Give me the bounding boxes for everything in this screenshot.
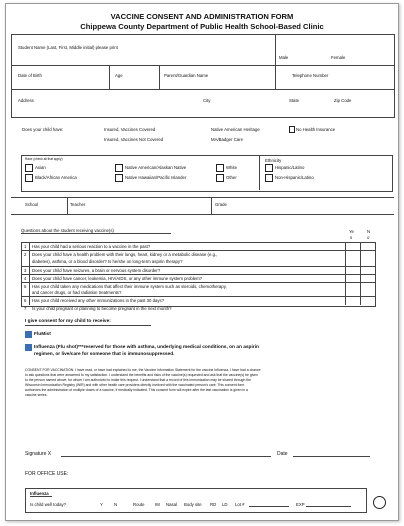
insurance-question: Does your child have: [22,127,64,132]
question-number: 7 [24,306,27,311]
black-checkbox[interactable] [25,174,33,182]
insurance-covered-option[interactable]: Insured, Vaccines Covered [104,127,156,132]
route-label: Route [133,502,145,507]
route-im-option[interactable]: IM [155,502,160,507]
race-label: Race (check all that apply) [25,157,63,161]
date-label: Date [277,451,288,457]
question-text: Does your child have seizures, a brain or nervous system disorder? [32,268,161,273]
hawaiian-option: Native Hawaiian/Pacific Islander [125,175,187,180]
question-text: Does your child have cancer, leukemia, HIV/AIDS, or any other immune system problem? [32,276,203,281]
questions-header: Questions about the student receiving vaccine(s) [21,228,114,233]
dob-label: Date of Birth [18,73,42,78]
hawaiian-checkbox[interactable] [115,174,123,182]
consent-paragraph: to the person named above, for whom I am authorized to make this request. I understand that a record of this immunization may be shared through the [25,378,251,382]
child-well-question: Is child well today? [30,502,67,507]
non-hispanic-checkbox[interactable] [265,174,273,182]
no-insurance-checkbox[interactable] [289,126,295,133]
lot-field[interactable] [249,506,289,507]
white-checkbox[interactable] [216,164,224,172]
office-circle-marker [373,496,386,509]
flumist-option: FluMist [34,332,51,337]
exp-label: EXP [296,502,305,507]
vaccine-consent-form [5,3,399,521]
black-option: Black/African America [35,175,77,180]
date-line[interactable] [293,456,370,457]
insurance-not-covered-option[interactable]: Insured, Vaccines Not Covered [104,137,164,142]
question-text: Has your child received any other immunizations in the past 30 days? [32,298,165,303]
yes-header-2: s [350,235,353,240]
office-use-box [25,488,367,513]
signature-label: Signature X [25,451,52,457]
hispanic-option: Hispanic/Latino [275,165,305,170]
female-option[interactable]: Female [331,55,346,60]
consent-heading: I give consent for my child to receive: [25,319,111,324]
question-number: 4 [24,276,27,281]
influenza-option-note: regimen, or live/care for someone that is immunosuppressed. [34,352,175,357]
form-title: VACCINE CONSENT AND ADMINISTRATION FORM [110,12,294,21]
school-label: School [25,202,39,207]
question-number: 2 [24,252,27,257]
asian-checkbox[interactable] [25,164,33,172]
race-ethnicity-table [21,155,393,192]
influenza-option: Influenza (Flu shot)***reserved for those with asthma, underlying medical conditions, on an aspirin [34,345,259,350]
office-influenza-label: Influenza [30,491,49,496]
badger-care-option[interactable]: MA/Badger Care [211,137,244,142]
address-label: Address [18,98,34,103]
consent-paragraph: to ask questions that were answered to my satisfaction. I understand the benefits and risks of the vaccine(s) requested and ask that the vaccine(s) be given [25,373,258,377]
city-label: City [203,98,211,103]
ethnicity-label: Ethnicity [265,158,282,163]
site-ld-option[interactable]: LD [222,502,228,507]
consent-paragraph: CONSENT FOR VACCINATION: I have read, or have had explained to me, the Vaccine Information Statement for the vaccine Influenza. I have had a chance [25,368,261,372]
zip-label: Zip Code [334,98,352,103]
student-name-label: Student Name (Last, First, Middle initial) please print [18,45,118,50]
question-number: 1 [24,244,27,249]
site-rd-option[interactable]: RD [210,502,217,507]
exp-field[interactable] [306,506,351,507]
state-label: State [289,98,300,103]
consent-paragraph: authorizes the administration of multiple doses of a vaccine, if medically indicated. This consent form will expire after the last vaccination is given in a [25,388,248,392]
influenza-checkbox[interactable] [25,344,32,351]
teacher-label: Teacher [70,202,86,207]
consent-paragraph: vaccine series. [25,393,48,397]
question-number: 6 [24,298,27,303]
flumist-checkbox[interactable] [25,331,32,338]
native-alaskan-checkbox[interactable] [115,164,123,172]
question-text: Does your child have a health problem with their lungs, heart, kidney or a metabolic disease (e.g., [32,252,218,257]
native-alaskan-option: Native American/Alaskan Native [125,165,187,170]
signature-line[interactable] [61,456,271,457]
well-no-option[interactable]: N [114,502,118,507]
body-site-label: Body site [184,502,202,507]
non-hispanic-option: Non-Hispanic/Latino [275,175,314,180]
question-number: 3 [24,268,27,273]
office-use-label: FOR OFFICE USE: [25,471,69,477]
phone-label: Telephone Number [292,73,329,78]
well-yes-option[interactable]: Y [100,502,103,507]
question-text: Is your child pregnant or planning to become pregnant in the next month? [32,306,172,311]
native-heritage-option[interactable]: Native American Heritage [211,127,260,132]
yes-header: Ye [349,229,354,234]
student-name-field[interactable] [18,51,268,60]
no-insurance-option[interactable]: No Health Insurance [296,127,336,132]
question-number: 5 [24,284,27,289]
other-race-checkbox[interactable] [216,174,224,182]
no-header-2: o [367,235,370,240]
consent-paragraph: Wisconsin Immunization Registry (WIR) and with other health care providers directly involved with the vaccinated person's care. This consent form [25,383,245,387]
other-race-option: Other [226,175,237,180]
hispanic-checkbox[interactable] [265,164,273,172]
parent-name-label: Parent/Guardian Name [164,73,209,78]
asian-option: Asian [35,165,46,170]
white-option: White [226,165,237,170]
question-text: and cancer drugs, or had radiation treatments? [32,290,122,295]
lot-label: Lot # [235,502,245,507]
question-text: Has your child had a serious reaction to a vaccine in the past? [32,244,151,249]
question-text: diabetes), asthma, or a blood disorder? Is he/she on long-term aspirin therapy? [32,259,183,264]
question-text: Has your child taken any medications that affect their immune system such as steroids, chemotherapy, [32,284,227,289]
no-header: N [367,229,371,234]
form-subtitle: Chippewa County Department of Public Health School-Based Clinic [80,22,324,31]
male-option[interactable]: Male [279,55,289,60]
grade-label: Grade [215,202,227,207]
age-label: Age [115,73,123,78]
route-nasal-option[interactable]: Nasal [166,502,177,507]
